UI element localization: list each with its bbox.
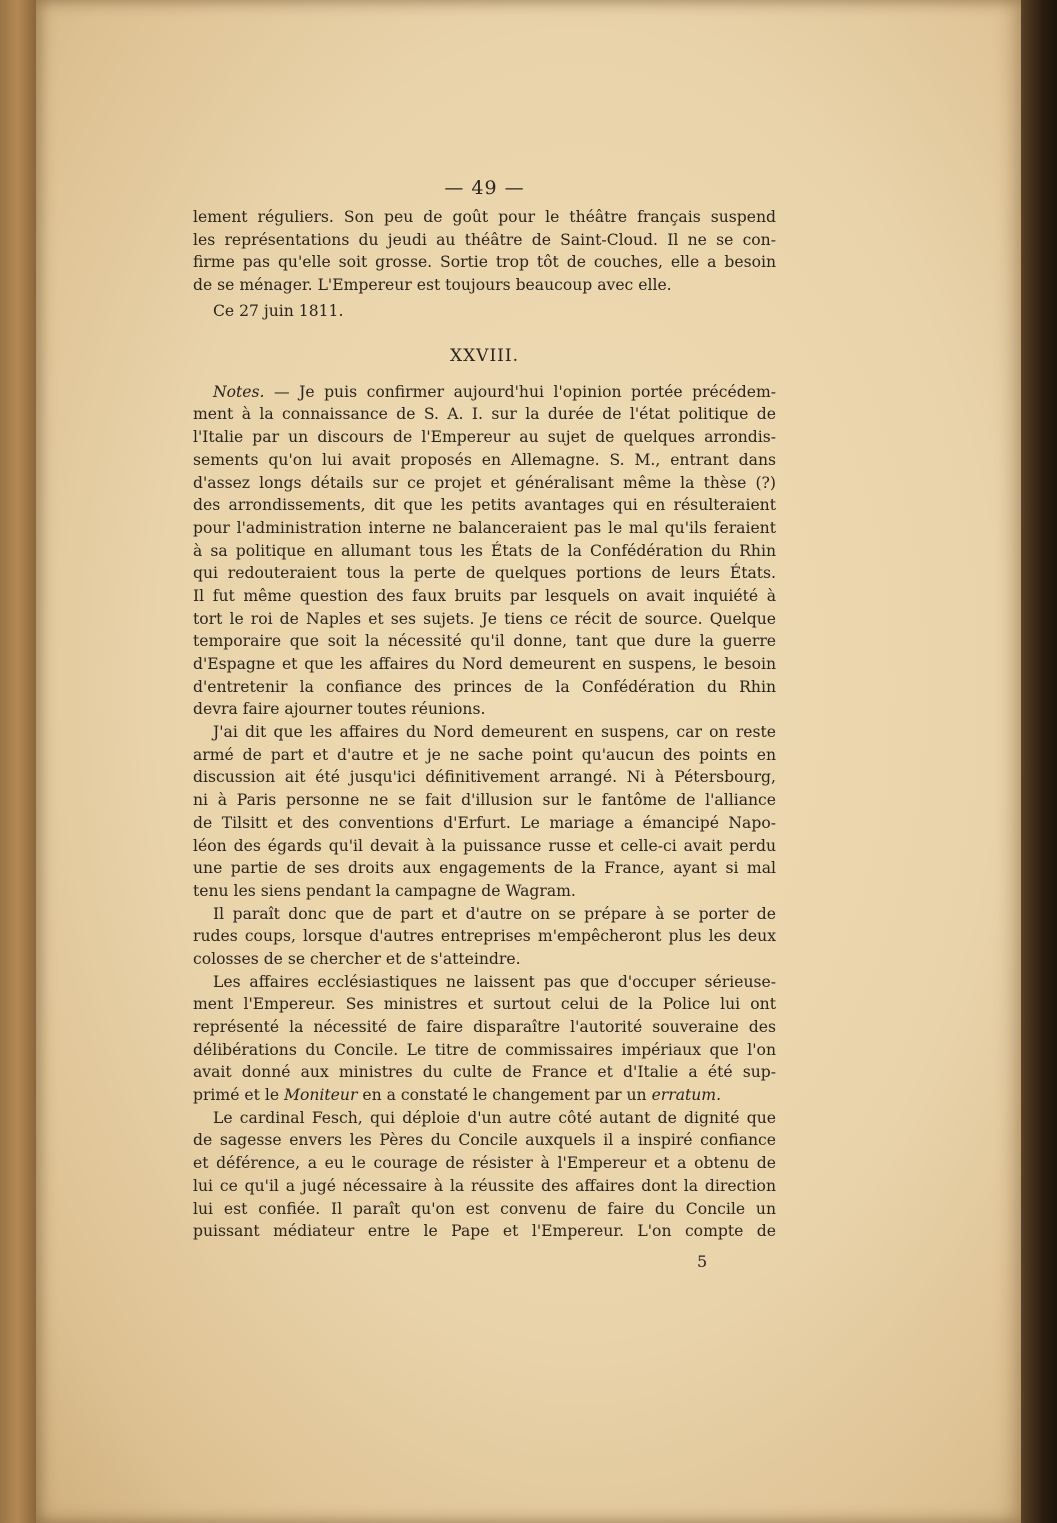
paragraph-ecclesiastical — [193, 971, 776, 1107]
paragraph-continuation — [193, 206, 776, 297]
section-heading: XXVIII. — [449, 345, 520, 366]
text-line: Les affaires ecclésiastiques ne laissent pas que d'occuper sérieuse- — [213, 972, 776, 991]
page-number: — 49 — — [444, 177, 525, 199]
text-line: les représentations du jeudi au théâtre de Saint-Cloud. Il ne se con- — [193, 230, 776, 249]
moniteur-title: Moniteur — [284, 1086, 358, 1105]
text-line: lui est confiée. Il paraît qu'on est convenu de faire du Concile un — [193, 1199, 776, 1218]
text-line: d'entretenir la confiance des princes de la Confédération du Rhin — [193, 677, 776, 696]
text-line: une partie de ses droits aux engagements de la France, ayant si mal — [193, 859, 776, 878]
text-line: armé de part et d'autre et je ne sache point qu'aucun des points en — [193, 745, 776, 764]
text-line — [193, 381, 776, 404]
text-run: en a constaté le changement par un — [357, 1086, 652, 1105]
text-line: tort le roi de Naples et ses sujets. Je tiens ce récit de source. Quelque — [193, 609, 776, 628]
text-line: Le cardinal Fesch, qui déploie d'un autre côté autant de dignité que — [213, 1108, 776, 1127]
erratum-term: erratum. — [651, 1086, 722, 1105]
text-line: sements qu'on lui avait proposés en Allemagne. S. M., entrant dans — [193, 450, 776, 469]
text-line: lui ce qu'il a jugé nécessaire à la réussite des affaires dont la direction — [193, 1176, 776, 1195]
text-line: Il fut même question des faux bruits par lesquels on avait inquiété à — [193, 586, 776, 605]
text-line: léon des égards qu'il devait à la puissance russe et celle-ci avait perdu — [193, 836, 776, 855]
text-line: de Tilsitt et des conventions d'Erfurt. Le mariage a émancipé Napo- — [193, 813, 776, 832]
text-line: d'assez longs détails sur ce projet et généralisant même la thèse (?) — [193, 473, 776, 492]
text-line: tenu les siens pendant la campagne de Wagram. — [193, 881, 576, 900]
text-line: et déférence, a eu le courage de résister à l'Empereur et a obtenu de — [193, 1154, 776, 1173]
paragraph-notes — [193, 381, 776, 721]
text-run: primé et le — [193, 1086, 285, 1105]
text-line: d'Espagne et que les affaires du Nord demeurent en suspens, le besoin — [193, 655, 776, 673]
text-line: pour l'administration interne ne balanceraient pas le mal qu'ils feraient — [193, 518, 776, 537]
notes-label: Notes. — [213, 382, 265, 401]
scan-background-edge — [1021, 0, 1057, 1523]
text-line: Il paraît donc que de part et d'autre on se prépare à se porter de — [213, 904, 776, 923]
text-line: de se ménager. L'Empereur est toujours beaucoup avec elle. — [193, 276, 672, 295]
text-line: à sa politique en allumant tous les États de la Confédération du Rhin — [193, 541, 776, 560]
text-line: discussion ait été jusqu'ici définitivement arrangé. Ni à Pétersbourg, — [193, 768, 776, 787]
text-line: ment à la connaissance de S. A. I. sur la durée de l'état politique de — [193, 405, 776, 424]
paragraph-cardinal-fesch — [193, 1107, 776, 1243]
text-line: temporaire que soit la nécessité qu'il donne, tant que dure la guerre — [193, 632, 776, 651]
text-line: firme pas qu'elle soit grosse. Sortie trop tôt de couches, elle a besoin — [193, 253, 776, 272]
paragraph-preparations — [193, 903, 776, 971]
text-line: devra faire ajourner toutes réunions. — [193, 700, 486, 719]
text-line: délibérations du Concile. Le titre de commissaires impériaux que l'on — [193, 1040, 776, 1059]
text-line: puissant médiateur entre le Pape et l'Empereur. L'on compte de — [193, 1222, 776, 1241]
text-line — [193, 1084, 776, 1107]
text-line: ment l'Empereur. Ses ministres et surtout celui de la Police lui ont — [193, 995, 776, 1014]
text-line: qui redouteraient tous la perte de quelques portions de leurs États. — [193, 564, 776, 583]
text-line: lement réguliers. Son peu de goût pour le théâtre français suspend — [193, 208, 776, 226]
text-line: rudes coups, lorsque d'autres entreprises m'empêcheront plus les deux — [193, 927, 776, 946]
text-line: des arrondissements, dit que les petits avantages qui en résulteraient — [193, 496, 776, 515]
text-line: de sagesse envers les Pères du Concile auxquels il a inspiré confiance — [193, 1131, 776, 1150]
paragraph-north-affairs — [193, 721, 776, 903]
text-line: représenté la nécessité de faire disparaître l'autorité souveraine des — [193, 1018, 776, 1036]
text-line: ni à Paris personne ne se fait d'illusion sur le fantôme de l'alliance — [193, 791, 776, 810]
text-line: l'Italie par un discours de l'Empereur au sujet de quelques arrondis- — [193, 428, 776, 447]
printer-signature-mark: 5 — [697, 1252, 708, 1271]
dateline: Ce 27 juin 1811. — [213, 301, 344, 320]
text-run: — Je puis confirmer aujourd'hui l'opinion portée précédem- — [264, 382, 776, 401]
page-text — [193, 170, 776, 1243]
text-line: avait donné aux ministres du culte de France et d'Italie a été sup- — [193, 1063, 776, 1082]
text-line: colosses de se chercher et de s'atteindre. — [193, 949, 521, 968]
text-line: J'ai dit que les affaires du Nord demeurent en suspens, car on reste — [213, 723, 776, 742]
